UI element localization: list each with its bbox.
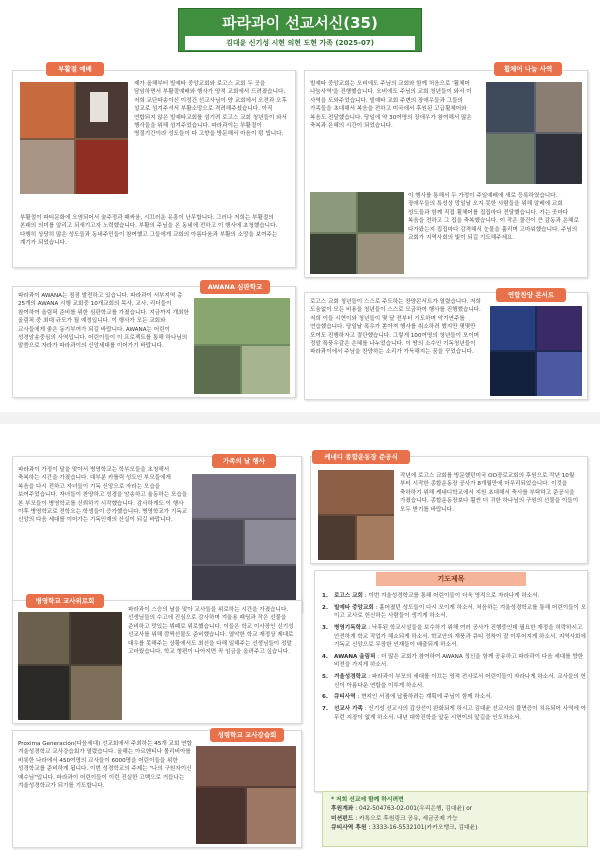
prayer-item-number: 3. [322, 625, 329, 632]
prayer-item-text: : 이번 겨울성경학교를 통해 어린이들이 더욱 영적으로 자라나게 하소서. [362, 593, 540, 599]
prayer-item-number: 4. [322, 653, 329, 660]
teachers-tag: 병영학교 교사위로회 [26, 594, 104, 608]
prayer-list [322, 592, 588, 726]
prayer-item [322, 693, 588, 701]
support-line-label: 큐티사역 후원 [331, 824, 367, 831]
prayer-title: 기도제목 [376, 572, 526, 586]
prayer-item-number: 1. [322, 593, 329, 599]
support-line [331, 805, 579, 814]
retreat-photo [196, 746, 296, 844]
concert-text: 로고스 교회 청년들이 스스로 주도하는 찬양콘서트가 열렸습니다. 저희 도움없이 모든 비용을 청년들이 스스로 모금하여 행사를 진행했습니다. 저희 이들 시현이와 청년들이 몇 달 전부터 기도하며 악기연주를 연습했습니다. 당일날 폭우가 쏟아져 행사를 취소하려 했지만 몇몇만 모여도 진행하자고 결단했습니다. 그렇게 100여명의 청년들이 모이며 정말 폭풍우같은 은혜를 나누었습니다. 이 땅의 소수인 기독청년들이 파라과이에서 주님을 찬양하는 소리가 가득해지는 꿈을 꾸었습니다. [310, 299, 481, 356]
prayer-item [322, 673, 588, 690]
prayer-item [322, 592, 588, 600]
support-box [322, 791, 588, 847]
support-line [331, 815, 579, 824]
support-line-label: 미션펀드 [331, 815, 354, 822]
prayer-item [322, 653, 588, 670]
stadium-tag: 케네디 종합운동장 준공식 [312, 450, 410, 464]
prayer-item [322, 705, 588, 722]
prayer-item-text: : 신기성 선교사의 갑상선이 완화되게 하시고 김대윤 선교사의 불면증이 치유되어 사역에 아무런 지장이 없게 하소서. 내년 대학진학을 앞둔 시현이의 앞길을 인도하소서. [334, 706, 587, 721]
prayer-item-label: 병영기독학교 [334, 625, 367, 632]
newsletter-subtitle: 김대윤 신기성 시현 의현 도현 가족 (2025-07) [185, 36, 415, 50]
family-text: 파라과이 가정이 달을 맞아서 병영학교는 학부모들을 초청해서 축복하는 시간을 가졌습니다. 대부분 카톨릭 성도인 부모들에게 복음을 다시 전하고 자녀들이 기독 신앙으로 자라는 모습을 보여주었습니다. 자녀들이 찬양하고 성경을 암송하고 율동하는 모습을 본 부모들이 병영학교를 신뢰하기 시작했습니다. 감사하게도 이 행사 이후 병영학교로 전학오는 학생들이 증가했습니다. 병영학교가 기독교 신앙의 다음 세대를 이어가는 기독인재의 산실이 되길 바랍니다. [18, 467, 188, 524]
prayer-item-label: 빌예타 중앙교회 [334, 604, 374, 611]
prayer-item-label: 선교사 가족 [334, 706, 363, 713]
wheelchair-tag: 휠체어 나눔 사역 [494, 62, 562, 76]
newsletter-page-1 [0, 0, 600, 412]
easter-tag: 부활절 예배 [46, 62, 104, 76]
teachers-text: 파라과이 스승의 날을 맞아 교사들을 위로하는 시간을 가졌습니다. 선생님들의 수고에 진심으로 감사하며 겨울용 패딩과 작은 선물을 준비하고 맛있는 뷔페로 위로했습니다. 이들은 학교 이사장인 신기성 선교사를 위해 깜짝선물도 준비했습니다. 열악한 학교 재정상 제대로 대우를 못해주는 상황에서도 최선을 다해 일해주는 선생님들이 정말 고마웠습니다. 학교 형편이 나아지면 꼭 임금을 올려주고 싶습니다. [128, 607, 294, 655]
easter-text-1: 제가 올해부터 빌예타 중앙교회와 로고스 교회 두 곳을 담임하면서 부활절예배와 행사가 양적 교회에서 드려졌습니다. 저희 교단파송이신 이정건 선교사님이 양 교회에서 오전과 오후 설교로 섬겨주셔서 부활소망으로 격려해주셨습니다. 아직 연합되지 않은 빌예타교회를 섬기려 로고스 교회 청년들이 와서 행사들을 위해 섬겨주었습니다. 파라과이는 부활절이 명절기간이라 성도들이 다 고향을 방문해서 마음이 텅 빕니다. [134, 81, 287, 138]
support-line-label: 후원계좌 [331, 806, 354, 813]
support-lines [331, 805, 579, 833]
prayer-item [322, 624, 588, 649]
prayer-item-label: 큐티사역 [334, 694, 356, 701]
family-photo [192, 474, 296, 608]
wheelchair-text-1: 빌예타 중앙교회는 오비에도 주님의 교회와 함께 처음으로 '휠체어 나눔사역'을 진행했습니다. 오비에도 주님의 교회 청년들이 와서 이 사역을 도와주었습니다. 빌예타 교회 주변의 장애우들과 그들의 가족들을 초대해서 복음을 전하고 미국에서 후원된 고급휠체어와 복음도 전달했습니다. 당일에 약 30여명의 장애우가 참여해서 많은 축복과 은혜의 시간이 되었습니다. [310, 81, 472, 129]
retreat-tag: 성령학교 교사강습회 [210, 728, 284, 742]
prayer-item-number: 6. [322, 694, 329, 701]
support-line-text: : 카톡으로 후원링크 공유, 세금공제 가능 [353, 815, 458, 822]
wheelchair-photo-bottom [310, 192, 404, 274]
concert-tag: 연합찬양 콘서트 [496, 288, 566, 302]
retreat-text: Proxima Generación(다음세대) 선교회에서 주최하는 45개 교회 연합 겨울성경학교 교사강습회가 열렸습니다. 올해는 아르헨티나 볼리비아를 비롯한 나라에서 450여명의 교사들이 6000명을 어린이들을 위한 성경학교를 준비하게 됩니다. 이번 성경학교의 주제는 "나의 구원자이신 예수님"입니다. 파라과이 어린이들이 이런 진실한 고백으로 거듭나는 겨울성경학교가 되기를 기도합니다. [18, 741, 192, 789]
awana-tag: AWANA 심판학교 [200, 280, 270, 294]
support-line [331, 824, 579, 833]
prayer-item-text: : 현지인 서점에 납품하려는 계획에 주님이 함께 하소서. [355, 694, 493, 701]
prayer-item-label: AWANA 올림픽 [334, 653, 376, 660]
prayer-item-number: 2. [322, 604, 329, 611]
concert-photo [490, 306, 582, 396]
prayer-item-text: : 낙후된 학교시설들을 보수하기 위해 여러 공사가 진행중인데 필요한 재정을 허락하시고 안전하게 학교 작업가 해소되게 하소서. 학교안의 재풍과 큐티 정착이 잘 이루어지게 하소서. 지역사회에 기독교 신앙으로 무장한 인재들이 배출되게 하소서. [334, 625, 586, 648]
wheelchair-photo-top [486, 82, 582, 184]
family-tag: 가족의 날 행사 [212, 454, 276, 468]
newsletter-title: 파라과이 선교서신(35) [222, 14, 378, 32]
teachers-photo [18, 612, 122, 720]
prayer-item-number: 5. [322, 674, 329, 681]
prayer-item-label: 겨울성경학교 [334, 674, 367, 681]
newsletter-header [178, 8, 422, 52]
prayer-item-text: : 파라과이 부모의 세대를 이끄는 영적 전사로서 어린이들이 자라나게 하소서. 교사들의 헌신이 아름다운 연합을 이루게 하소서. [334, 674, 586, 689]
support-line-text: : 3333-16-5532101(카카오뱅크, 김대윤) [366, 824, 478, 831]
easter-photo [20, 82, 128, 194]
prayer-item-text: : 더 많은 교회가 참여하여 AWANA 정신을 함께 공유하고 파라과이 다음 세대를 향한 비전을 가지게 하소서. [334, 653, 584, 669]
awana-text: 파라과이 AWANA는 점점 발전하고 있습니다. 파라과이 서부지역 총 25개의 AWANA 시행 교회중 10개교회의 목사, 교사, 리더들이 참여하여 올림픽 준비를 위한 심판학교를 가졌습니다. 지금까지 개최한 올림픽 중 최대 규모가 될 예정입니다. 이 행사가 모든 교회와 교사들에게 좋은 동기부여가 되길 바랍니다. AWANA는 어린이 성경암송중심의 사역입니다. 어린이들이 이 프로젝트를 통해 하나님의 말씀으로 자라가 파라과이의 신앙세대를 이어가기 바랍니다. [18, 293, 189, 350]
prayer-item [322, 604, 588, 621]
prayer-item-label: 로고스 교회 [334, 593, 363, 599]
awana-photo [194, 298, 290, 394]
wheelchair-text-2: 이 행사를 통해서 두 가정이 주일예배에 새로 등록하였습니다. 장애우들의 특성상 망일날 오지 못한 사람들을 위해 알베에 교회 성도들과 함께 직접 휠체어를 집집마다 전달했습니다. 가는 곳마다 복음을 전하고 그 집을 축복했습니다. 이 작은 물건이 큰 감동과 은혜로 다가왔는지 집집마다 감격해서 눈물을 흘리며 고마워했습니다. 주님의 교회가 지역사회의 빛이 되길 기도해주세요. [408, 193, 579, 241]
support-line-text: : 042-504763-02-001(우리은행, 김대윤) or [353, 806, 473, 813]
prayer-item-text: : 흩어졌던 성도들이 다시 모이게 하소서. 처음하는 겨울성경학교를 통해 어린이들이 모이고 교사로 헌신하는 사람들이 생기게 하소서. [334, 604, 587, 620]
stadium-photo [318, 470, 394, 560]
prayer-item-number: 7. [322, 706, 329, 713]
support-heading: * 저희 선교에 함께 하시려면 [331, 797, 404, 803]
easter-text-2: 부활절이 파티문화에 오염되어서 술주정과 패싸움, 시끄러운 유흥이 난무합니다. 그러나 저희는 부활절의 본래의 의미를 알리고 되새기고자 노력했습니다. 부활의 주님을 온 동네에 전하고 이 행사에 초청했습니다. 다행히 상당히 많은 성도들과 동네주민들이 참여했고 그들에게 교회의 아름다움과 부활의 소망을 보여주는 계기가 되었습니다. [20, 215, 278, 247]
stadium-text: 작년에 로고스 교회를 방문했던미국 OO장로교회의 후원으로 작년 10월 부터 시작한 종합운동장 공사가 8개월만에 마무리되었습니다. 이것을 축하하기 위해 케네디학교에서 지원 초대해서 축사를 부탁하고 준공식을 가졌습니다. 종합운동장보다 훨씬 더 귀한 하나님의 구원의 선물을 이들이 모두 받기를 바랍니다. [400, 473, 579, 513]
